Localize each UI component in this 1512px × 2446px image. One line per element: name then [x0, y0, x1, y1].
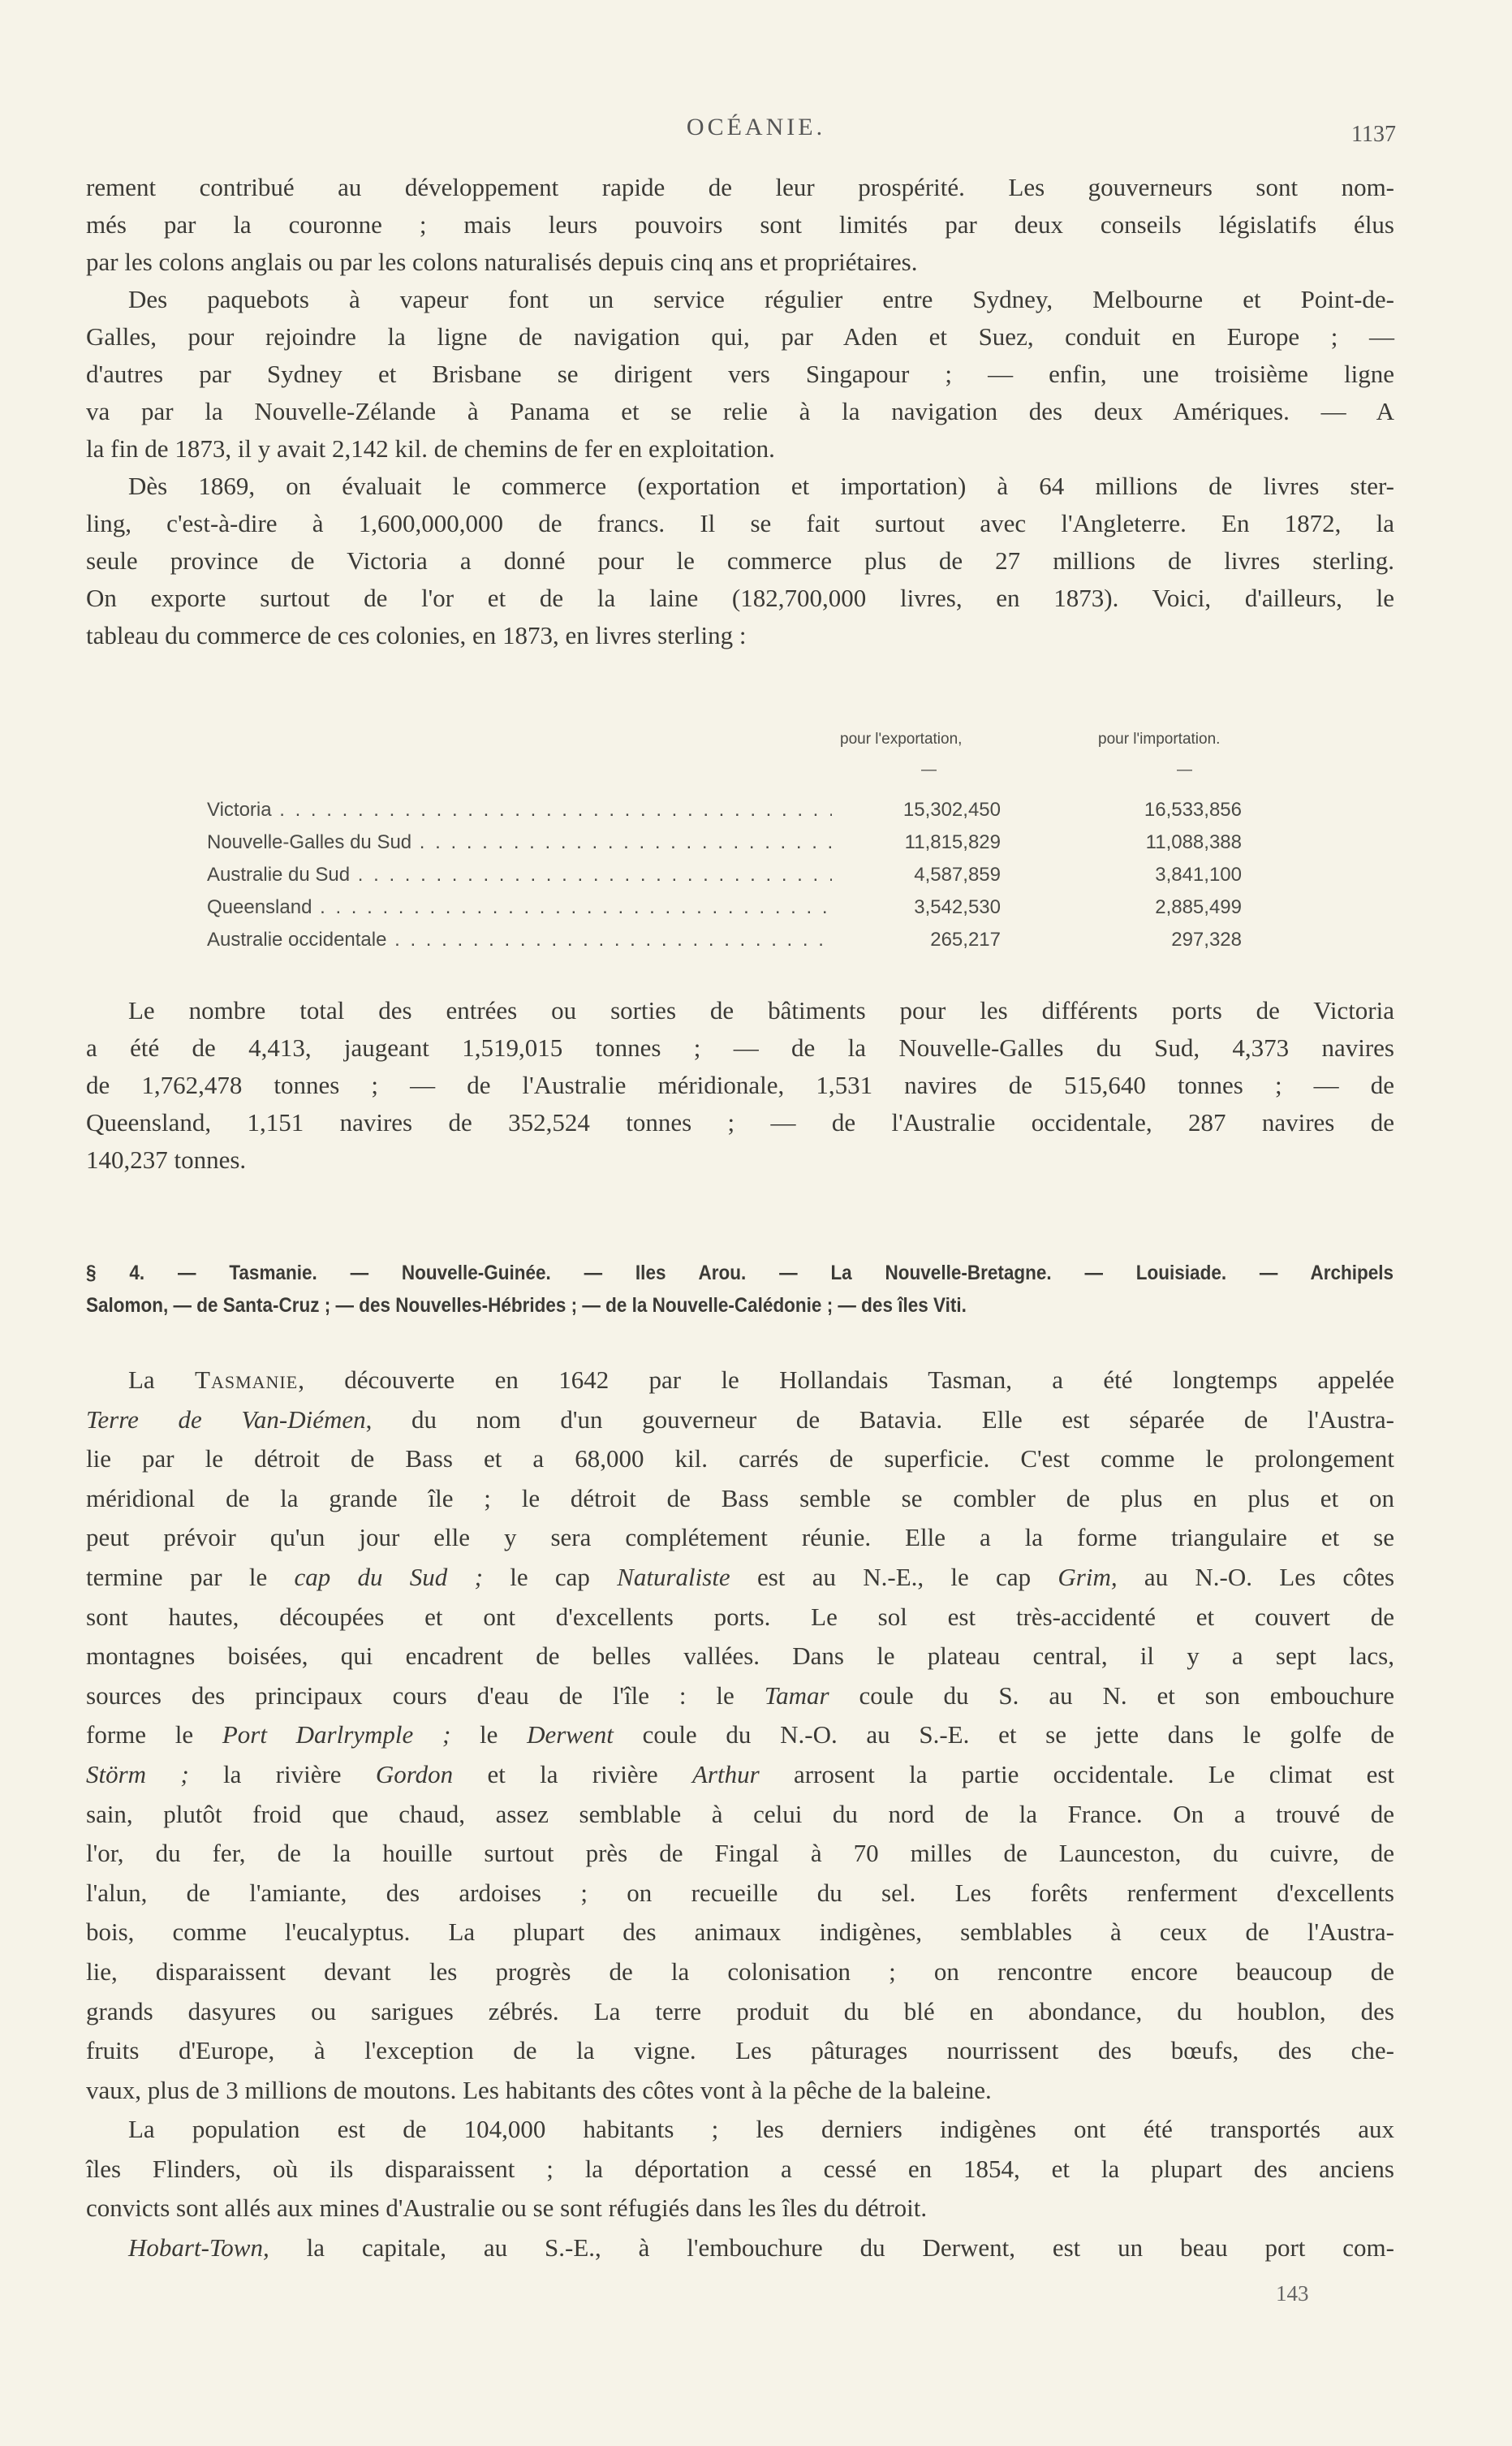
- text-span: sain, plutôt froid que chaud, assez semblable à celui du nord de la France. On a trouvé de: [86, 1799, 1394, 1828]
- text-line: [86, 1439, 1394, 1479]
- text-line: [86, 1067, 1394, 1104]
- text-block-ports: [86, 992, 1394, 1179]
- table-row: [207, 924, 1262, 956]
- row-name: Queensland . . .: [207, 891, 832, 924]
- text-line: [86, 542, 1394, 580]
- export-value: 4,587,859: [914, 864, 1001, 886]
- text-span: vaux, plus de 3 millions de moutons. Les habitants des côtes vont à la pêche de la baleine.: [86, 2075, 992, 2104]
- text-line: [86, 1400, 1394, 1440]
- text-span: , découverte en 1642 par le Hollandais Tasman, a été longtemps appelée: [298, 1365, 1394, 1394]
- row-name: Australie du Sud . . .: [207, 859, 832, 891]
- text-line: [86, 1715, 1394, 1755]
- text-span: convicts sont allés aux mines d'Australie ou se sont réfugiés dans les îles du détroit.: [86, 2194, 928, 2223]
- text-span: méridional de la grande île ; le détroit de Bass semble se combler de plus en plus et on: [86, 1483, 1394, 1512]
- text-span: peut prévoir qu'un jour elle y sera complétement réunie. Elle a la forme triangulaire et se: [86, 1523, 1394, 1552]
- text-line: [86, 1598, 1394, 1637]
- italic-text: Arthur: [691, 1759, 760, 1788]
- text-span: ling, c'est-à-dire à 1,600,000,000 de francs. Il se fait surtout avec l'Angleterre. En 1872, la: [86, 509, 1394, 537]
- export-value: 3,542,530: [914, 896, 1001, 918]
- text-span: de 1,762,478 tonnes ; — de l'Australie méridionale, 1,531 navires de 515,640 tonnes ; — de: [86, 1071, 1394, 1099]
- text-span: la fin de 1873, il y avait 2,142 kil. de chemins de fer en exploitation.: [86, 434, 775, 463]
- text-line: [86, 1795, 1394, 1835]
- italic-text: Derwent: [527, 1720, 614, 1749]
- text-line: [86, 430, 1394, 468]
- text-span: Galles, pour rejoindre la ligne de navigation qui, par Aden et Suez, conduit en Europe ; —: [86, 322, 1394, 351]
- row-name: Australie occidentale . . .: [207, 924, 832, 956]
- signature-number: 143: [1276, 2281, 1309, 2306]
- text-span: Salomon, — de Santa-Cruz ; — des Nouvelles-Hébrides ; — de la Nouvelle-Calédonie ; — des îles Viti.: [86, 1294, 967, 1317]
- text-span: fruits d'Europe, à l'exception de la vigne. Les pâturages nourrissent des bœufs, des che-: [86, 2036, 1394, 2065]
- text-span: La population est de 104,000 habitants ; les derniers indigènes ont été transportés aux: [128, 2115, 1394, 2144]
- text-span: a été de 4,413, jaugeant 1,519,015 tonnes ; — de la Nouvelle-Galles du Sud, 4,373 navires: [86, 1033, 1394, 1062]
- import-value: 3,841,100: [1155, 864, 1242, 886]
- text-span: grands dasyures ou sarigues zébrés. La terre produit du blé en abondance, du houblon, des: [86, 1996, 1394, 2025]
- text-span: tableau du commerce de ces colonies, en 1873, en livres sterling :: [86, 621, 747, 649]
- text-span: 140,237 tonnes.: [86, 1145, 247, 1174]
- text-line: [86, 1913, 1394, 1952]
- text-line: [86, 2189, 1394, 2228]
- text-line: [86, 1104, 1394, 1141]
- text-line: [86, 1755, 1394, 1795]
- text-line: [86, 1029, 1394, 1067]
- text-span: lie par le détroit de Bass et a 68,000 kil. carrés de superficie. C'est comme le prolongement: [86, 1444, 1394, 1473]
- text-line: [86, 1141, 1394, 1179]
- text-line: [86, 2031, 1394, 2071]
- text-span: au N.-O. Les côtes: [1117, 1562, 1395, 1591]
- text-line: [86, 1952, 1394, 1992]
- text-span: Queensland, 1,151 navires de 352,524 tonnes ; — de l'Australie occidentale, 287 navires de: [86, 1108, 1394, 1137]
- text-span: sources des principaux cours d'eau de l'île : le: [86, 1680, 765, 1710]
- text-line: [86, 2110, 1394, 2150]
- text-line: [86, 356, 1394, 393]
- commerce-table: [207, 731, 1262, 956]
- text-line: [86, 2228, 1394, 2268]
- table-row: [207, 891, 1262, 924]
- text-line: [86, 281, 1394, 318]
- import-value: 11,088,388: [1145, 831, 1242, 853]
- page-number: 1137: [1351, 122, 1396, 147]
- text-span: sont hautes, découpées et ont d'excellents ports. Le sol est très-accidenté et couvert de: [86, 1602, 1394, 1631]
- text-line: [86, 1558, 1394, 1598]
- text-line: [86, 206, 1394, 244]
- text-line: [86, 617, 1394, 654]
- text-span: Des paquebots à vapeur font un service régulier entre Sydney, Melbourne et Point-de-: [128, 285, 1394, 313]
- column-dash: —: [1177, 761, 1192, 779]
- text-span: termine par le: [86, 1562, 295, 1591]
- text-line: [86, 505, 1394, 542]
- text-span: seule province de Victoria a donné pour le commerce plus de 27 millions de livres sterling.: [86, 546, 1394, 575]
- text-span: l'alun, de l'amiante, des ardoises ; on recueille du sel. Les forêts renferment d'excellents: [86, 1878, 1394, 1907]
- italic-text: Grim,: [1058, 1562, 1118, 1591]
- text-span: la rivière: [188, 1759, 376, 1788]
- text-line: [86, 992, 1394, 1029]
- text-span: est au N.-E., le cap: [730, 1562, 1058, 1591]
- text-span: forme le: [86, 1720, 222, 1749]
- text-span: et la rivière: [453, 1759, 692, 1788]
- table-body: [207, 794, 1262, 956]
- text-span: coule du S. au N. et son embouchure: [829, 1680, 1394, 1710]
- italic-text: Hobart-Town,: [128, 2233, 269, 2263]
- export-value: 15,302,450: [902, 799, 1001, 821]
- text-span: d'autres par Sydney et Brisbane se dirigent vers Singapour ; — enfin, une troisième ligne: [86, 360, 1394, 388]
- import-value: 16,533,856: [1144, 799, 1242, 821]
- text-span: més par la couronne ; mais leurs pouvoirs sont limités par deux conseils législatifs élus: [86, 210, 1394, 239]
- export-value: 11,815,829: [904, 831, 1001, 853]
- text-line: [86, 318, 1394, 356]
- text-span: lie, disparaissent devant les progrès de la colonisation ; on rencontre encore beaucoup de: [86, 1956, 1394, 1986]
- text-span: par les colons anglais ou par les colons naturalisés depuis cinq ans et propriétaires.: [86, 248, 918, 276]
- italic-text: Naturaliste: [617, 1562, 730, 1591]
- table-row: [207, 794, 1262, 826]
- text-span: § 4. — Tasmanie. — Nouvelle-Guinée. — Iles Arou. — La Nouvelle-Bretagne. — Louisiade. — Archipels: [86, 1262, 1394, 1284]
- text-line: [86, 1518, 1394, 1558]
- column-header-export: pour l'exportation,: [840, 731, 963, 748]
- text-span: Le nombre total des entrées ou sorties de bâtiments pour les différents ports de Victoria: [128, 996, 1394, 1025]
- text-span: La: [128, 1365, 196, 1394]
- table-header: [207, 731, 1262, 794]
- text-span: montagnes boisées, qui encadrent de belles vallées. Dans le plateau central, il y a sept lacs,: [86, 1641, 1394, 1671]
- table-row: [207, 826, 1262, 859]
- text-block-commerce: [86, 169, 1394, 654]
- text-span: îles Flinders, où ils disparaissent ; la déportation a cessé en 1854, et la plupart des anciens: [86, 2154, 1394, 2183]
- text-line: [86, 2150, 1394, 2189]
- text-span: le: [450, 1720, 528, 1749]
- italic-text: Störm ;: [86, 1759, 189, 1788]
- row-name: Nouvelle-Galles du Sud . . .: [207, 826, 832, 859]
- text-line: [86, 1479, 1394, 1519]
- column-header-import: pour l'importation.: [1098, 731, 1221, 748]
- import-value: 2,885,499: [1155, 896, 1242, 918]
- running-title: OCÉANIE.: [686, 114, 826, 140]
- italic-text: Port Darlrymple ;: [222, 1720, 451, 1749]
- export-value: 265,217: [930, 929, 1001, 951]
- text-line: [86, 580, 1394, 617]
- column-dash: —: [921, 761, 937, 779]
- text-block-tasmanie: [86, 1361, 1394, 2268]
- italic-text: cap du Sud ;: [294, 1562, 483, 1591]
- text-span: va par la Nouvelle-Zélande à Panama et se relie à la navigation des deux Amériques. — A: [86, 397, 1394, 425]
- text-span: coule du N.-O. au S.-E. et se jette dans le golfe de: [613, 1720, 1394, 1749]
- text-line: [86, 244, 1394, 281]
- italic-text: Terre de Van-Diémen: [86, 1404, 366, 1434]
- table-row: [207, 859, 1262, 891]
- text-line: [86, 2071, 1394, 2111]
- text-line: [86, 1834, 1394, 1874]
- text-span: la capitale, au S.-E., à l'embouchure du Derwent, est un beau port com-: [269, 2233, 1394, 2263]
- text-span: le cap: [482, 1562, 618, 1591]
- text-line: [86, 1289, 1394, 1322]
- text-line: [86, 1637, 1394, 1676]
- italic-text: Gordon: [375, 1759, 454, 1788]
- italic-text: Tamar: [764, 1680, 829, 1710]
- text-span: arrosent la partie occidentale. Le climat est: [759, 1759, 1395, 1788]
- small-caps-text: Tasmanie: [195, 1365, 299, 1394]
- section-heading: [86, 1257, 1394, 1322]
- text-line: [86, 1676, 1394, 1716]
- row-name: Victoria . . .: [207, 794, 832, 826]
- text-line: [86, 1874, 1394, 1913]
- text-span: bois, comme l'eucalyptus. La plupart des animaux indigènes, semblables à ceux de l'Austra-: [86, 1918, 1394, 1947]
- text-line: [86, 1361, 1394, 1400]
- text-line: [86, 169, 1394, 206]
- text-span: , du nom d'un gouverneur de Batavia. Elle est séparée de l'Austra-: [365, 1404, 1394, 1434]
- text-line: [86, 468, 1394, 505]
- text-span: rement contribué au développement rapide de leur prospérité. Les gouverneurs sont nom-: [86, 173, 1394, 201]
- import-value: 297,328: [1171, 929, 1242, 951]
- text-span: On exporte surtout de l'or et de la laine (182,700,000 livres, en 1873). Voici, d'ailleurs, le: [86, 584, 1394, 612]
- text-line: [86, 1257, 1394, 1289]
- text-line: [86, 1992, 1394, 2032]
- text-span: l'or, du fer, de la houille surtout près de Fingal à 70 milles de Launceston, du cuivre, de: [86, 1839, 1394, 1868]
- text-line: [86, 393, 1394, 430]
- text-span: Dès 1869, on évaluait le commerce (exportation et importation) à 64 millions de livres ster-: [128, 472, 1394, 500]
